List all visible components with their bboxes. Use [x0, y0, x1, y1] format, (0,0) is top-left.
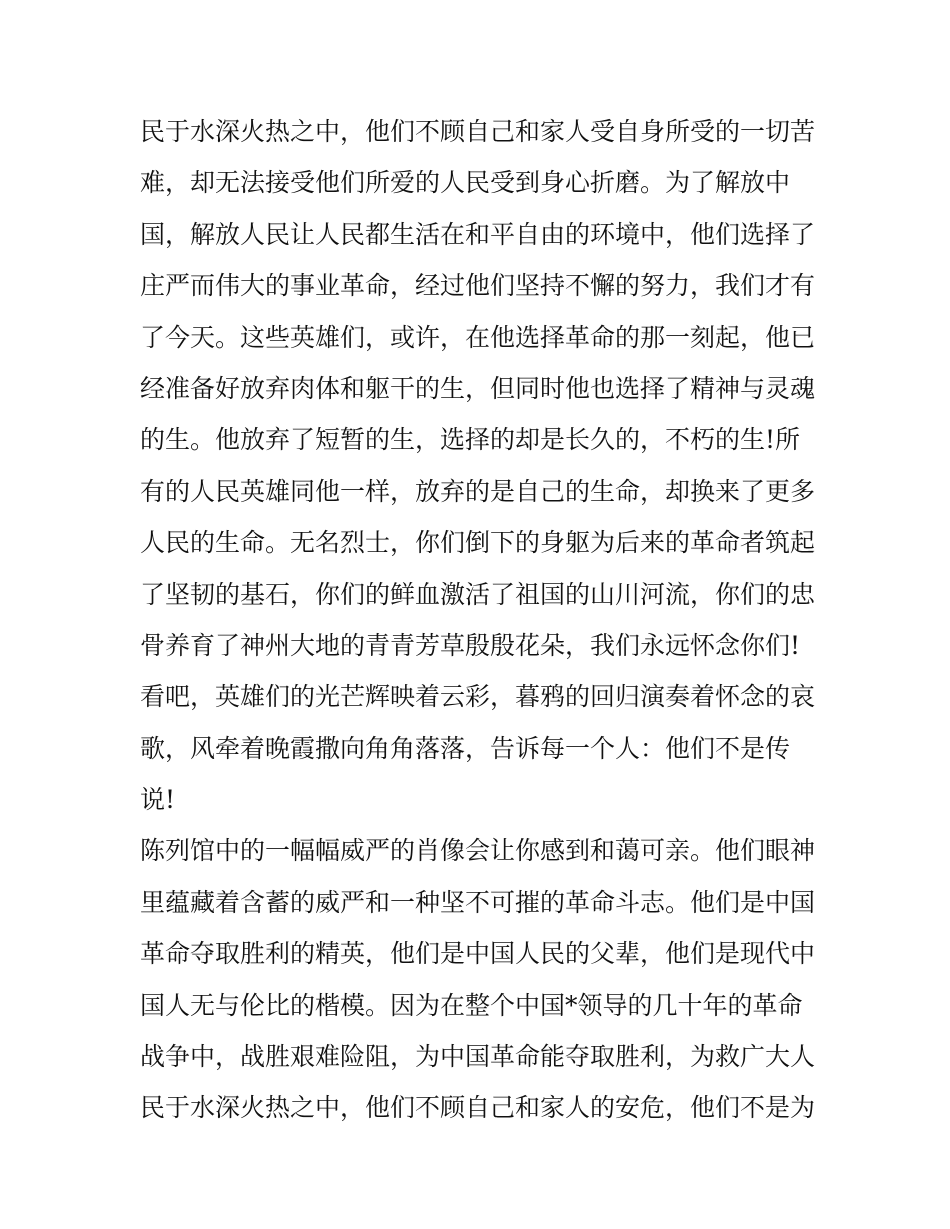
text-line: 战争中，战胜艰难险阻，为中国革命能夺取胜利，为救广大人 [140, 1042, 816, 1072]
text-line: 有的人民英雄同他一样，放弃的是自己的生命，却换来了更多 [140, 476, 816, 506]
text-line: 革命夺取胜利的精英，他们是中国人民的父辈，他们是现代中 [140, 939, 816, 969]
text-line: 民于水深火热之中，他们不顾自己和家人受自身所受的一切苦 [140, 117, 816, 146]
text-line: 骨养育了神州大地的青青芳草殷殷花朵，我们永远怀念你们! [140, 630, 801, 660]
text-line: 民于水深火热之中，他们不顾自己和家人的安危，他们不是为 [140, 1093, 816, 1123]
text-line: 说! [140, 785, 176, 815]
text-line: 国，解放人民让人民都生活在和平自由的环境中，他们选择了 [140, 219, 816, 249]
text-line: 了今天。这些英雄们，或许，在他选择革命的那一刻起，他已 [140, 322, 816, 352]
text-line: 国人无与伦比的楷模。因为在整个中国*领导的几十年的革命 [140, 990, 803, 1020]
text-line: 难，却无法接受他们所爱的人民受到身心折磨。为了解放中 [140, 168, 791, 198]
text-line: 的生。他放弃了短暂的生，选择的却是长久的，不朽的生!所 [140, 425, 801, 455]
text-line: 了坚韧的基石，你们的鲜血激活了祖国的山川河流，你们的忠 [140, 579, 816, 609]
text-line: 陈列馆中的一幅幅威严的肖像会让你感到和蔼可亲。他们眼神 [140, 836, 816, 866]
text-line: 里蕴藏着含蓄的威严和一种坚不可摧的革命斗志。他们是中国 [140, 887, 816, 917]
text-line: 看吧，英雄们的光芒辉映着云彩，暮鸦的回归演奏着怀念的哀 [140, 682, 816, 712]
text-line: 庄严而伟大的事业革命，经过他们坚持不懈的努力，我们才有 [140, 271, 816, 301]
text-line: 人民的生命。无名烈士，你们倒下的身躯为后来的革命者筑起 [140, 528, 816, 558]
text-line: 经准备好放弃肉体和躯干的生，但同时他也选择了精神与灵魂 [140, 373, 816, 403]
text-line: 歌，风牵着晚霞撒向角角落落，告诉每一个人：他们不是传 [140, 733, 791, 763]
body-text [140, 106, 820, 1134]
